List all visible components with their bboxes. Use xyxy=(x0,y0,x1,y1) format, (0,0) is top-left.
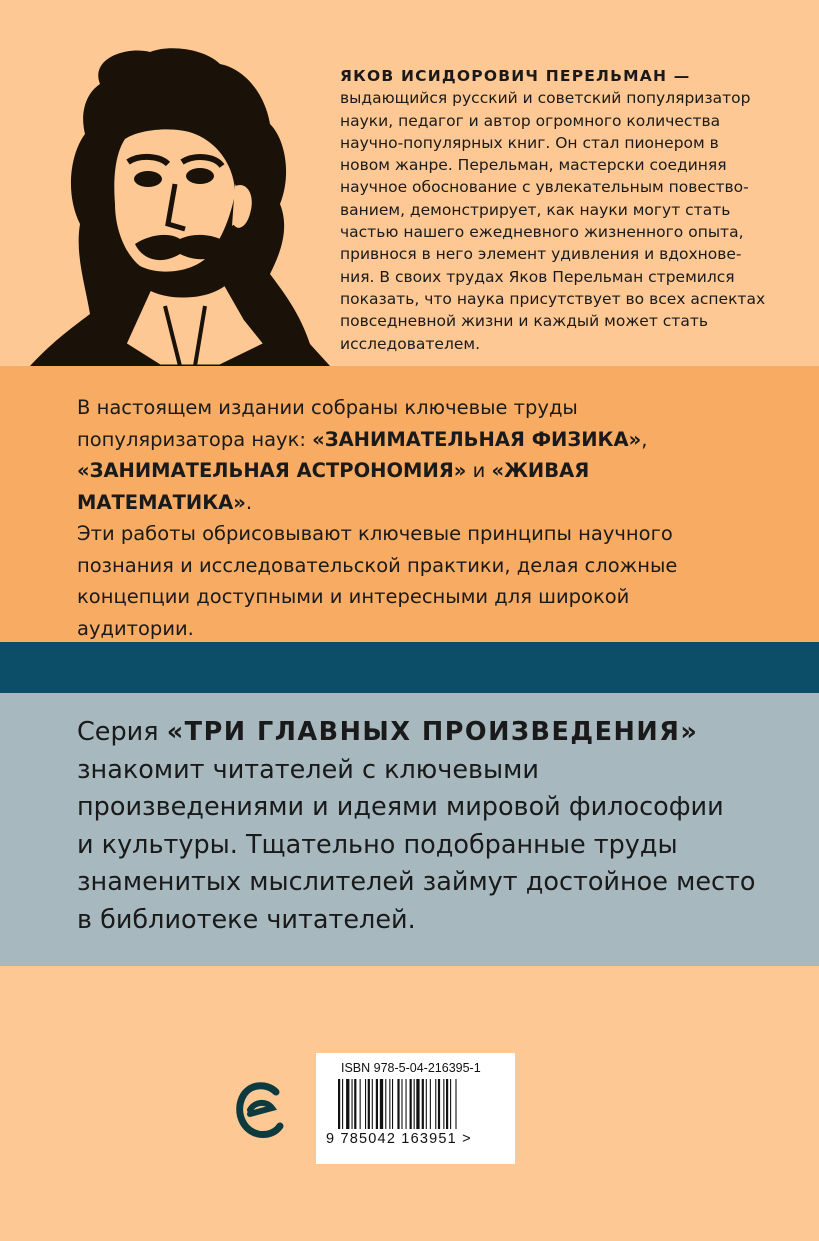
author-name: ЯКОВ ИСИДОРОВИЧ ПЕРЕЛЬМАН — xyxy=(340,67,691,85)
bio-line: ванием, демонстрирует, как науки могут стать xyxy=(340,200,731,219)
editions-text xyxy=(77,392,757,644)
editions-line xyxy=(77,424,757,456)
book-title-physics: «ЗАНИМАТЕЛЬНАЯ ФИЗИКА» xyxy=(312,427,642,451)
editions-text-plain: и xyxy=(466,459,492,482)
barcode-bar xyxy=(426,1079,427,1129)
editions-line: В настоящем издании собраны ключевые труды xyxy=(77,396,578,419)
editions-line: познания и исследовательской практики, делая сложные xyxy=(77,553,678,577)
editions-line xyxy=(77,455,757,518)
bio-line: ния. В своих трудах Яков Перельман стремился xyxy=(340,267,735,286)
editions-line: концепции доступными и интересными для широкой xyxy=(77,585,630,608)
author-portrait xyxy=(30,44,330,366)
barcode-bar xyxy=(354,1079,356,1129)
barcode-bar xyxy=(410,1079,412,1129)
barcode-bar xyxy=(416,1079,419,1129)
bio-line: повседневной жизни и каждый может стать xyxy=(340,312,708,331)
barcode-block xyxy=(316,1053,515,1164)
barcode-bar xyxy=(406,1079,407,1129)
series-line: знакомит читателей с ключевыми xyxy=(77,754,539,785)
bio-line: привнося в него элемент удивления и вдохнове- xyxy=(340,245,742,264)
barcode-bar xyxy=(365,1079,366,1129)
series-prefix: Серия xyxy=(77,717,167,747)
barcode-bar xyxy=(372,1079,373,1129)
publisher-logo-icon xyxy=(236,1080,286,1140)
series-heading xyxy=(77,714,777,752)
bio-line: частью нашего ежедневного жизненного опыта, xyxy=(340,223,744,242)
barcode-bar xyxy=(455,1079,456,1129)
barcode-bar xyxy=(401,1079,402,1129)
series-line: произведениями и идеями мировой философии xyxy=(77,792,724,822)
barcode-bar xyxy=(414,1079,415,1129)
series-line: в библиотеке читателей. xyxy=(77,904,416,935)
barcode-bar xyxy=(346,1079,349,1129)
divider-band xyxy=(0,642,819,693)
bio-line: науки, педагог и автор огромного количества xyxy=(340,111,721,130)
bio-line: выдающийся русский и советский популяризатор xyxy=(340,89,751,108)
barcode-bar xyxy=(380,1079,383,1129)
series-text xyxy=(77,714,777,939)
barcode-bar xyxy=(389,1079,390,1129)
series-line: знаменитых мыслителей займут достойное место xyxy=(77,867,756,897)
bio-line: научно-популярных книг. Он стал пионером в xyxy=(340,133,719,152)
bio-line: новом жанре. Перельман, мастерски соединяя xyxy=(340,156,727,175)
bio-line: исследователем. xyxy=(340,334,481,353)
barcode-bar xyxy=(342,1079,343,1129)
punctuation: . xyxy=(245,490,253,514)
barcode-bar xyxy=(446,1079,448,1129)
barcode-bar xyxy=(385,1079,386,1129)
barcode-bar xyxy=(422,1079,424,1129)
series-title: «ТРИ ГЛАВНЫХ ПРОИЗВЕДЕНИЯ» xyxy=(166,717,699,747)
bio-line: научное обоснование с увлекательным повество- xyxy=(340,178,749,197)
editions-line: аудитории. xyxy=(77,616,194,640)
barcode-bar xyxy=(360,1079,361,1129)
editions-text-plain: популяризатора наук: xyxy=(77,427,313,451)
barcode-bar xyxy=(450,1079,451,1129)
punctuation: , xyxy=(641,427,648,451)
ean-number: 9 785042 163951 > xyxy=(326,1131,472,1147)
book-title-math: «ЖИВАЯ МАТЕМАТИКА» xyxy=(77,459,590,514)
barcode-bar xyxy=(392,1079,393,1129)
barcode-bar xyxy=(376,1079,378,1129)
barcode-bar xyxy=(352,1079,353,1129)
author-section xyxy=(0,0,819,366)
isbn-number: ISBN 978-5-04-216395-1 xyxy=(341,1061,481,1075)
barcode-bar xyxy=(443,1079,444,1129)
editions-line: Эти работы обрисовывают ключевые принципы научного xyxy=(77,522,673,545)
series-line: и культуры. Тщательно подобранные труды xyxy=(77,829,678,860)
bio-line: показать, что наука присутствует во всех аспектах xyxy=(340,289,766,308)
barcode-bar xyxy=(397,1079,399,1129)
barcode-bar xyxy=(438,1079,440,1129)
barcode-bar xyxy=(435,1079,436,1129)
book-title-astronomy: «ЗАНИМАТЕЛЬНАЯ АСТРОНОМИЯ» xyxy=(77,459,467,482)
barcode-bar xyxy=(338,1079,340,1129)
barcode-bar xyxy=(430,1079,431,1129)
author-bio xyxy=(340,65,770,355)
barcode-bar xyxy=(368,1079,370,1129)
